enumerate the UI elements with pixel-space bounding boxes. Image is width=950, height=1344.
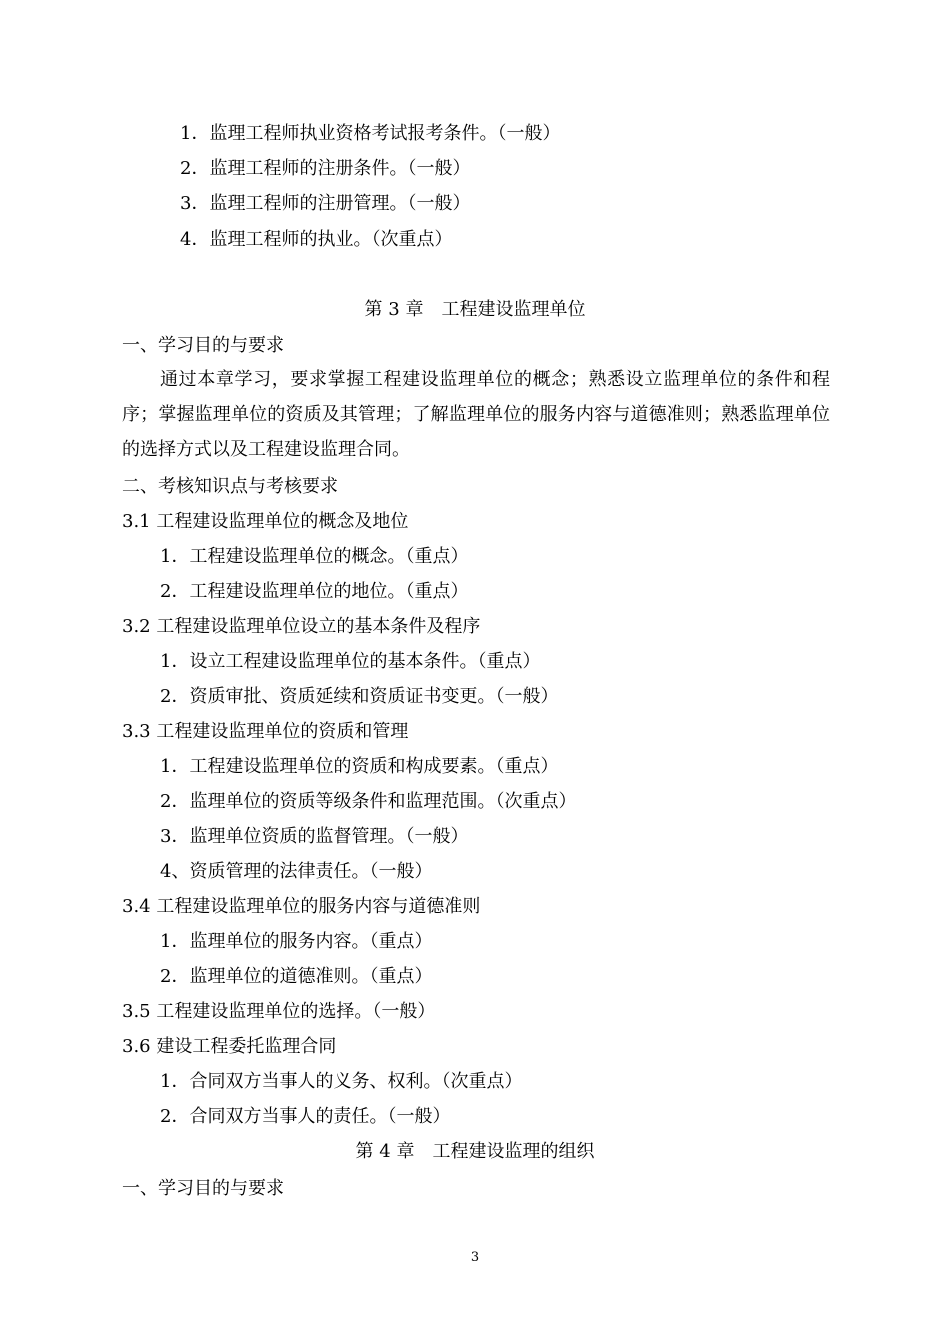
knowledge-heading: 二、考核知识点与考核要求	[122, 476, 338, 497]
list-item: 3．监理工程师的注册管理。（一般）	[180, 193, 471, 214]
list-item: 2．工程建设监理单位的地位。（重点）	[160, 581, 469, 602]
list-item: 1．监理单位的服务内容。（重点）	[160, 931, 433, 952]
list-item: 3．监理单位资质的监督管理。（一般）	[160, 826, 469, 847]
list-item: 2．监理工程师的注册条件。（一般）	[180, 158, 471, 179]
objectives-heading: 一、学习目的与要求	[122, 1178, 284, 1199]
list-item: 1．设立工程建设监理单位的基本条件。（重点）	[160, 651, 541, 672]
section-title: 3.2 工程建设监理单位设立的基本条件及程序	[122, 616, 481, 637]
list-item: 1．合同双方当事人的义务、权利。（次重点）	[160, 1071, 523, 1092]
section-title: 3.1 工程建设监理单位的概念及地位	[122, 511, 409, 532]
chapter-4-title: 第 4 章 工程建设监理的组织	[355, 1141, 595, 1162]
list-item: 2．资质审批、资质延续和资质证书变更。（一般）	[160, 686, 559, 707]
objectives-heading: 一、学习目的与要求	[122, 335, 284, 356]
section-title: 3.3 工程建设监理单位的资质和管理	[122, 721, 409, 742]
list-item: 1．工程建设监理单位的概念。（重点）	[160, 546, 469, 567]
list-item: 4、资质管理的法律责任。（一般）	[160, 861, 433, 882]
list-item: 4．监理工程师的执业。（次重点）	[180, 229, 453, 250]
section-title: 3.6 建设工程委托监理合同	[122, 1036, 337, 1057]
objectives-paragraph: 通过本章学习，要求掌握工程建设监理单位的概念；熟悉设立监理单位的条件和程序；掌握监理单位的资质及其管理；了解监理单位的服务内容与道德准则；熟悉监理单位的选择方式以及工程建设监理合同。	[122, 369, 830, 460]
section-title: 3.5 工程建设监理单位的选择。（一般）	[122, 1001, 436, 1022]
page-number: 3	[470, 1250, 480, 1265]
section-title: 3.4 工程建设监理单位的服务内容与道德准则	[122, 896, 481, 917]
list-item: 2．监理单位的道德准则。（重点）	[160, 966, 433, 987]
list-item: 2．监理单位的资质等级条件和监理范围。（次重点）	[160, 791, 577, 812]
chapter-3-title: 第 3 章 工程建设监理单位	[364, 299, 586, 320]
list-item: 1．监理工程师执业资格考试报考条件。（一般）	[180, 123, 561, 144]
list-item: 2．合同双方当事人的责任。（一般）	[160, 1106, 451, 1127]
list-item: 1．工程建设监理单位的资质和构成要素。（重点）	[160, 756, 559, 777]
